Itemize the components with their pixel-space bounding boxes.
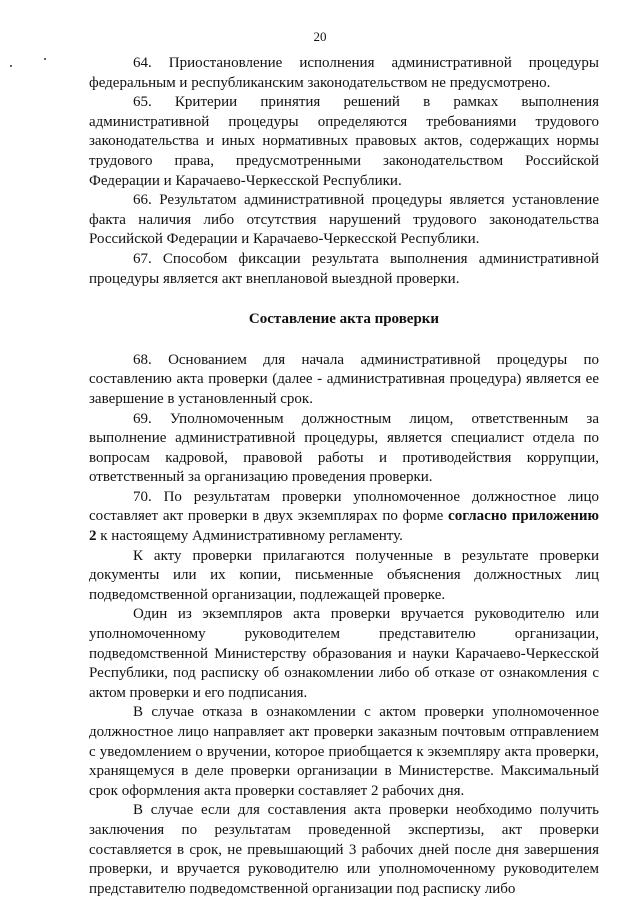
paragraph-67: 67. Способом фиксации результата выполнения административной процедуры является акт внеплановой выездной проверки. <box>89 250 599 287</box>
paragraph-70 <box>89 488 599 547</box>
document-body <box>89 54 599 899</box>
paragraph-expertise: В случае если для составления акта проверки необходимо получить заключения по результатам проведенной экспертизы, акт проверки составляется в срок, не превышающий 3 рабочих дней после дня завершения проверки, и вручается руководителю или уполномоченному руководителем представителю подведомственной организации под расписку либо <box>89 802 599 897</box>
appendix-reference: согласно приложению 2 <box>89 508 599 545</box>
page-number: 20 <box>313 29 327 44</box>
scan-speck <box>44 58 46 60</box>
paragraph-delivery: Один из экземпляров акта проверки вручается руководителю или уполномоченному руководителем представителю организации, подведомственной Министерству образования и науки Карачаево-Черкесской Республики, под расписку об ознакомлении либо об отказе от ознакомления с актом проверки и его подписания. <box>89 606 599 701</box>
paragraph-66: 66. Результатом административной процедуры является установление факта наличия либо отсутствия нарушений трудового законодательства Российской Федерации и Карачаево-Черкесской Республики. <box>89 192 599 248</box>
paragraph-70-text-end: к настоящему Административному регламенту. <box>96 528 403 545</box>
section-title: Составление акта проверки <box>248 311 440 328</box>
scan-speck <box>10 65 12 67</box>
paragraph-69: 69. Уполномоченным должностным лицом, ответственным за выполнение административной процедуры, является специалист отдела по вопросам кадровой, правовой работы и противодействия коррупции, ответственный за организацию проведения проверки. <box>89 410 599 486</box>
paragraph-64: 64. Приостановление исполнения административной процедуры федеральным и республиканским законодательством не предусмотрено. <box>89 55 599 91</box>
paragraph-refusal: В случае отказа в ознакомлении с актом проверки уполномоченное должностное лицо направляет акт проверки заказным почтовым отправлением с уведомлением о вручении, которое приобщается к экземпляру акта проверки, хранящемуся в деле проверки организации в Министерстве. Максимальный срок оформления акта проверки составляет 2 рабочих дня. <box>89 704 599 799</box>
paragraph-68: 68. Основанием для начала административной процедуры по составлению акта проверки (далее - административная процедура) является ее завершение в установленный срок. <box>89 351 599 407</box>
paragraph-65: 65. Критерии принятия решений в рамках выполнения административной процедуры определяются требованиями трудового законодательства и иных нормативных правовых актов, содержащих нормы трудового права, предусмотренными законодательством Российской Федерации и Карачаево-Черкесской Республики. <box>89 94 599 189</box>
paragraph-attachments: К акту проверки прилагаются полученные в результате проверки документы или их копии, письменные объяснения должностных лиц подведомственной организации, подлежащей проверке. <box>89 547 599 603</box>
paragraph-70-text: 70. По результатам проверки уполномоченное должностное лицо составляет акт проверки в двух экземплярах по форме <box>89 488 599 525</box>
